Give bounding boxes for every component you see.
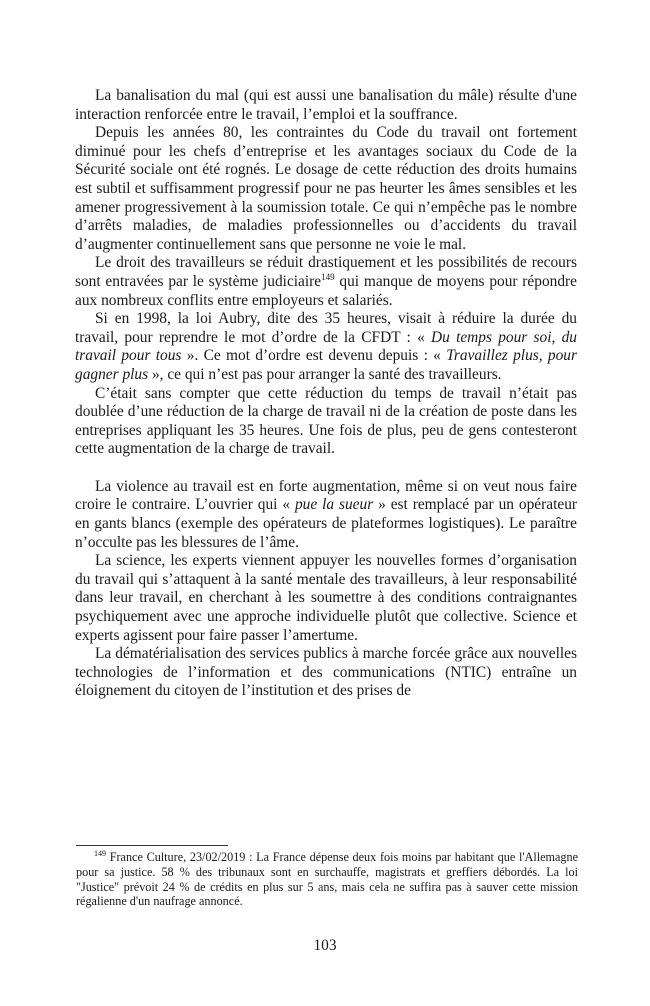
footnote-separator: [76, 845, 228, 846]
footnote-text: France Culture, 23/02/2019 : La France dépense deux fois moins par habitant que l'Allemagne pour sa justice. 58 % des tribunaux sont en surchauffe, magistrats et greffiers débordés. La loi "Justice" prévoit 24 % de crédits en plus sur 5 ans, mais cela ne suffira pas à sauver cette mission régalienne d'un naufrage annoncé.: [76, 850, 578, 909]
quoted-slogan: Du temps pour soi, du travail pour tous: [75, 328, 577, 365]
paragraph-3: [75, 254, 577, 310]
paragraph-6: [75, 478, 577, 552]
paragraph-text: Si en 1998, la loi Aubry, dite des 35 heures, visait à réduire la durée du travail, pour reprendre le mot d’ordre de la CFDT : «: [75, 310, 577, 346]
paragraph-text: ». Ce mot d’ordre est devenu depuis : «: [181, 347, 447, 365]
paragraph-text: La violence au travail est en forte augmentation, même si on veut nous faire croire le contraire. L’ouvrier qui «: [75, 477, 577, 514]
paragraph-text: La science, les experts viennent appuyer les nouvelles formes d’organisation du travail qui s’attaquent à la santé mentale des travailleurs, à leur responsabilité dans leur travail, en cherchant à les soumettre à des conditions contraignantes psychiquement avec une approche individuelle plutôt que collective. Science et experts agissent pour faire passer l’amertume.: [75, 552, 577, 644]
paragraph-text: La banalisation du mal (qui est aussi une banalisation du mâle) résulte d'une interaction renforcée entre le travail, l’emploi et la souffrance.: [75, 87, 577, 123]
paragraph-5: [75, 385, 577, 459]
paragraph-8: [75, 645, 577, 701]
page-number: 103: [313, 937, 337, 954]
paragraph-text: La dématérialisation des services publics à marche forcée grâce aux nouvelles technologies de l’information et des communications (NTIC) entraîne un éloignement du citoyen de l’institution et des prises de: [75, 645, 577, 700]
paragraph-text: » est remplacé par un opérateur en gants blancs (exemple des opérateurs de plateformes logistiques). Le paraître n’occulte pas les blessures de l’âme.: [75, 496, 578, 551]
quoted-slogan: Travaillez plus, pour gagner plus: [75, 347, 577, 383]
footnote-reference: 149: [321, 271, 335, 282]
paragraph-1: [75, 87, 577, 124]
paragraph-text: », ce qui n’est pas pour arranger la santé des travailleurs.: [148, 365, 502, 383]
body-text: [75, 87, 577, 701]
paragraph-text: qui manque de moyens pour répondre aux nombreux conflits entre employeurs et salariés.: [75, 272, 577, 309]
paragraph-4: [75, 310, 577, 384]
paragraph-2: [75, 124, 577, 254]
footnote: [76, 850, 578, 909]
paragraph-text: C’était sans compter que cette réduction du temps de travail n’était pas doublée d’une réduction de la charge de travail ni de la création de poste dans les entreprises appliquant les 35 heures. Une fois de plus, peu de gens contesteront cette augmentation de la charge de travail.: [75, 384, 577, 458]
paragraph-7: [75, 552, 577, 645]
paragraph-text: Depuis les années 80, les contraintes du Code du travail ont fortement diminué pour les chefs d’entreprise et les avantages sociaux du Code de la Sécurité sociale ont été rognés. Le dosage de cette réduction des droits humains est subtil et suffisamment progressif pour ne pas heurter les âmes sensibles et les amener progressivement à la soumission totale. Ce qui n’empêche pas le nombre d’arrêts maladies, de maladies professionnelles ou d’accidents du travail d’augmenter continuellement sans que personne ne voie le mal.: [75, 124, 577, 253]
paragraph-text: Le droit des travailleurs se réduit drastiquement et les possibilités de recours sont entravées par le système judiciaire: [75, 254, 577, 290]
quoted-phrase: pue la sueur: [294, 496, 374, 514]
footnote-number: 149: [94, 848, 106, 858]
